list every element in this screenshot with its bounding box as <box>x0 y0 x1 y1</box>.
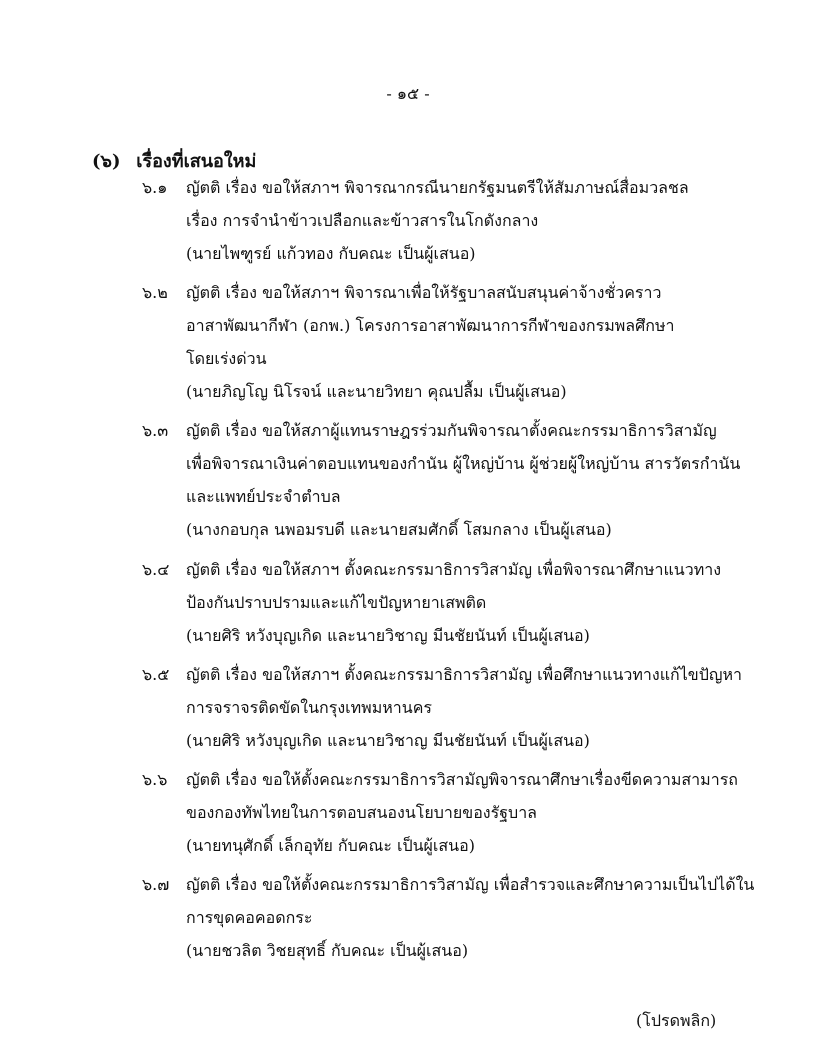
item-text-line: การขุดคอคอดกระ <box>186 908 313 927</box>
item-title: ญัตติ เรื่อง ขอให้ตั้งคณะกรรมาธิการวิสามัญ เพื่อสำรวจและศึกษาความเป็นไปได้ใน <box>186 875 755 894</box>
item-text-line: เรื่อง การจำนำข้าวเปลือกและข้าวสารในโกดังกลาง <box>186 211 539 230</box>
agenda-item-6-5 <box>142 658 782 757</box>
section-number: (๖) <box>92 151 121 172</box>
item-number: ๖.๓ <box>142 421 169 440</box>
section-title: เรื่องที่เสนอใหม่ <box>136 151 257 172</box>
item-title: ญัตติ เรื่อง ขอให้สภาฯ ตั้งคณะกรรมาธิการวิสามัญ เพื่อพิจารณาศึกษาแนวทาง <box>186 560 722 579</box>
item-number: ๖.๑ <box>142 178 168 197</box>
item-title: ญัตติ เรื่อง ขอให้ตั้งคณะกรรมาธิการวิสามัญพิจารณาศึกษาเรื่องขีดความสามารถ <box>186 770 738 789</box>
item-text-line: อาสาพัฒนากีฬา (อกพ.) โครงการอาสาพัฒนาการกีฬาของกรมพลศึกษา <box>186 316 675 335</box>
item-proposer: (นางกอบกุล นพอมรบดี และนายสมศักดิ์ โสมกลาง เป็นผู้เสนอ) <box>186 520 612 539</box>
item-number: ๖.๖ <box>142 770 168 789</box>
item-text-line: การจราจรติดขัดในกรุงเทพมหานคร <box>186 698 433 717</box>
item-proposer: (นายไพฑูรย์ แก้วทอง กับคณะ เป็นผู้เสนอ) <box>186 244 476 263</box>
agenda-item-6-3 <box>142 414 782 546</box>
item-text-line: ป้องกันปราบปรามและแก้ไขปัญหายาเสพติด <box>186 593 487 612</box>
agenda-item-6-4 <box>142 553 782 652</box>
item-proposer: (นายภิญโญ นิโรจน์ และนายวิทยา คุณปลื้ม เป็นผู้เสนอ) <box>186 382 567 401</box>
item-number: ๖.๗ <box>142 875 170 894</box>
item-proposer: (นายทนุศักดิ์ เล็กอุทัย กับคณะ เป็นผู้เสนอ) <box>186 836 475 855</box>
item-number: ๖.๔ <box>142 560 170 579</box>
agenda-item-6-6 <box>142 763 782 862</box>
item-text-line: โดยเร่งด่วน <box>186 349 267 368</box>
item-text-line: เพื่อพิจารณาเงินค่าตอบแทนของกำนัน ผู้ใหญ่บ้าน ผู้ช่วยผู้ใหญ่บ้าน สารวัตรกำนัน <box>186 454 741 473</box>
agenda-item-6-7 <box>142 868 782 967</box>
item-text-line: ของกองทัพไทยในการตอบสนองนโยบายของรัฐบาล <box>186 803 537 822</box>
item-proposer: (นายศิริ หวังบุญเกิด และนายวิชาญ มีนชัยนันท์ เป็นผู้เสนอ) <box>186 626 590 645</box>
item-title: ญัตติ เรื่อง ขอให้สภาฯ พิจารณากรณีนายกรัฐมนตรีให้สัมภาษณ์สื่อมวลชล <box>186 178 689 197</box>
item-title: ญัตติ เรื่อง ขอให้สภาผู้แทนราษฎรร่วมกันพิจารณาตั้งคณะกรรมาธิการวิสามัญ <box>186 421 717 440</box>
item-text-line: และแพทย์ประจำตำบล <box>186 487 341 506</box>
item-title: ญัตติ เรื่อง ขอให้สภาฯ พิจารณาเพื่อให้รัฐบาลสนับสนุนค่าจ้างชั่วคราว <box>186 283 662 302</box>
turn-page-note: (โปรดพลิก) <box>636 1011 717 1030</box>
item-proposer: (นายศิริ หวังบุญเกิด และนายวิชาญ มีนชัยนันท์ เป็นผู้เสนอ) <box>186 731 590 750</box>
page-number: - ๑๕ - <box>386 84 430 103</box>
item-number: ๖.๒ <box>142 283 168 302</box>
item-number: ๖.๕ <box>142 665 170 684</box>
item-title: ญัตติ เรื่อง ขอให้สภาฯ ตั้งคณะกรรมาธิการวิสามัญ เพื่อศึกษาแนวทางแก้ไขปัญหา <box>186 665 743 684</box>
agenda-item-6-2 <box>142 276 782 408</box>
agenda-item-6-1 <box>142 171 782 270</box>
item-proposer: (นายชวลิต วิชยสุทธิ์ กับคณะ เป็นผู้เสนอ) <box>186 941 469 960</box>
